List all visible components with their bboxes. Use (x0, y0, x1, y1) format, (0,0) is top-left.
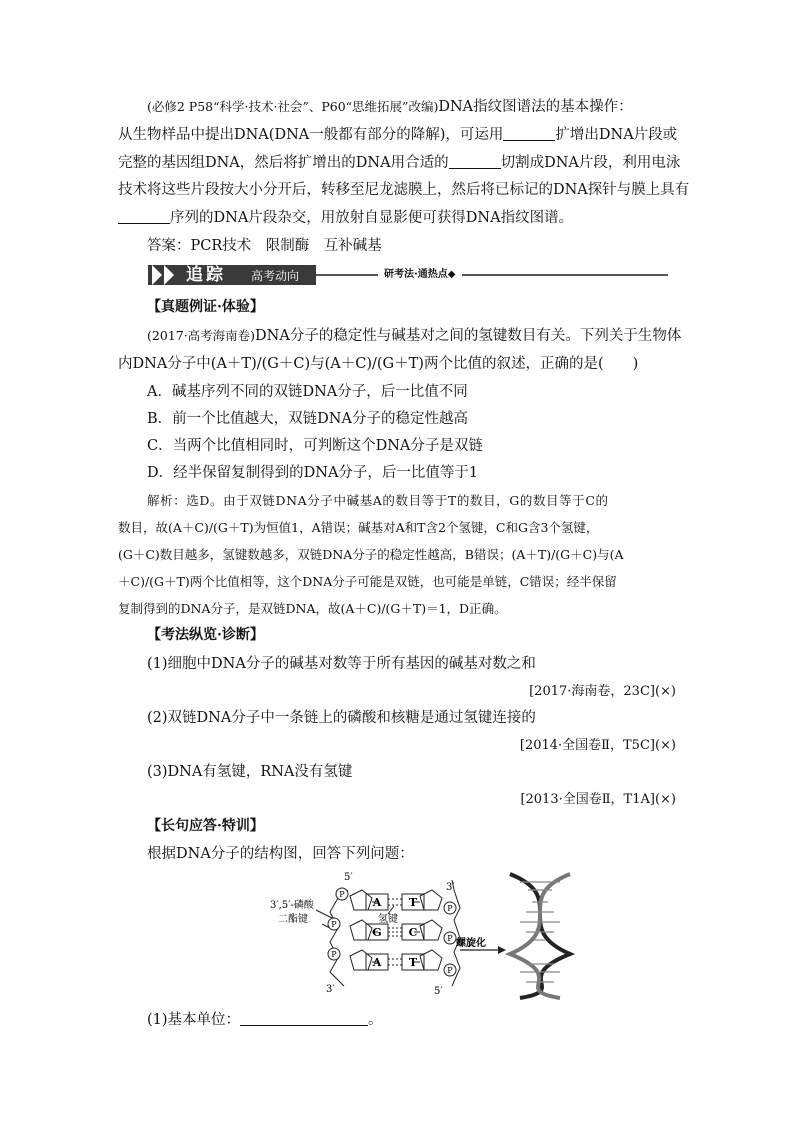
changju-prompt: 根据DNA分子的结构图，回答下列问题： (147, 846, 414, 862)
phosphodiester-label-2: 二酯键 (278, 914, 308, 925)
question-text-1: DNA分子的稳定性与碱基对之间的氢键数目有关。下列关于生物体 (255, 328, 682, 344)
question-1-label: (1)基本单位： (147, 1012, 241, 1028)
option-a: A．碱基序列不同的双链DNA分子，后一比值不同 (147, 384, 468, 400)
blank-2 (449, 154, 501, 169)
question-1 (147, 1006, 707, 1034)
intro-line1-rest: DNA指纹图谱法的基本操作： (438, 99, 633, 115)
option-b: B．前一个比值越大，双链DNA分子的稳定性越高 (147, 411, 468, 427)
jiexi-line-4: ＋C)/(G＋T)两个比值相等，这个DNA分子可能是双链，也可能是单链，C错误；经半保留 (118, 574, 617, 589)
phosphate-label: P (331, 950, 337, 959)
kaofa-ref-3: [2013·全国卷Ⅱ，T1A](×) (520, 792, 676, 807)
label-5prime-top: 5′ (344, 872, 353, 883)
kaofa-item-3: (3)DNA有氢键，RNA没有氢键 (147, 764, 353, 780)
kaofa-ref-1: [2017·海南卷，23C](×) (529, 684, 676, 699)
label-3prime-bottom: 3′ (326, 984, 335, 995)
base-right-2: C (408, 926, 418, 939)
question-line-1 (147, 322, 707, 350)
jiexi-line-2: 数目，故(A＋C)/(G＋T)为恒值1，A错误；碱基对A和T含2个氢键，C和G含3个氢键， (118, 520, 599, 535)
intro-source: (必修2 P58“科学·技术·社会”、P60“思维拓展”改编) (147, 99, 439, 114)
jiexi-line-1: 解析：选D。由于双链DNA分子中碱基A的数目等于T的数目，G的数目等于C的 (147, 493, 609, 508)
kaofa-heading: 【考法纵览·诊断】 (147, 627, 264, 643)
question-source: (2017·高考海南卷) (147, 328, 256, 343)
answer-line: 答案：PCR技术 限制酶 互补碱基 (147, 238, 382, 254)
question-1-end: 。 (368, 1012, 383, 1028)
kaofa-item-2: (2)双链DNA分子中一条链上的磷酸和核糖是通过氢键连接的 (147, 710, 536, 726)
banner-chevron-icon (164, 265, 174, 285)
section-banner (148, 263, 668, 287)
intro-line-3 (118, 149, 681, 177)
phosphodiester-label-1: 3′,5′-磷酸 (270, 900, 314, 911)
base-left-1: A (372, 896, 382, 909)
blank-answer-1 (240, 1011, 368, 1026)
jiexi-line-5: 复制得到的DNA分子，是双链DNA，故(A＋C)/(G＋T)＝1，D正确。 (118, 601, 507, 616)
question-line-2: 内DNA分子中(A＋T)/(G＋C)与(A＋C)/(G＋T)两个比值的叙述，正确的是( ) (118, 356, 639, 372)
banner-chevron-icon (152, 265, 162, 285)
kaofa-item-1: (1)细胞中DNA分子的碱基对数等于所有基因的碱基对数之和 (147, 656, 536, 672)
changju-heading: 【长句应答·特训】 (147, 818, 264, 834)
banner-subtitle: 高考动向 (251, 269, 300, 283)
banner-rule (316, 274, 668, 276)
base-left-2: G (372, 926, 382, 939)
helix-label: 螺旋化 (456, 938, 486, 949)
blank-1 (503, 126, 555, 141)
intro-line-1 (147, 93, 707, 121)
double-helix-icon (510, 874, 570, 998)
intro-line3a: 完整的基因组DNA，然后将扩增出的DNA用合适的 (118, 155, 449, 171)
intro-line-2 (118, 121, 678, 149)
arrow-head-icon (498, 946, 506, 954)
intro-line5b: 序列的DNA片段杂交，用放射自显影便可获得DNA指纹图谱。 (170, 210, 574, 226)
intro-line-4: 技术将这些片段按大小分开后，转移至尼龙滤膜上，然后将已标记的DNA探针与膜上具有 (118, 182, 690, 198)
banner-title: 追踪 (186, 265, 226, 285)
phosphate-label: P (447, 934, 453, 943)
intro-line2a: 从生物样品中提出DNA(DNA一般都有部分的降解)，可运用 (118, 127, 504, 143)
kaofa-ref-2: [2014·全国卷Ⅱ，T5C](×) (519, 738, 676, 753)
option-d: D．经半保留复制得到的DNA分子，后一比值等于1 (147, 465, 479, 481)
label-3prime-top: 3′ (446, 882, 455, 893)
phosphate-label: P (447, 904, 453, 913)
label-5prime-bottom: 5′ (434, 986, 443, 997)
phosphate-label: P (331, 920, 337, 929)
blank-3 (118, 209, 170, 224)
base-left-3: A (372, 956, 382, 969)
base-right-3: T (408, 956, 418, 969)
phosphate-label: P (339, 890, 345, 899)
jiexi-line-3: (G＋C)数目越多，氢键数越多，双链DNA分子的稳定性越高，B错误；(A＋T)/(G＋C)与(A (118, 547, 624, 562)
banner-right-label: 研考法·通热点◆ (378, 267, 462, 283)
intro-line3b: 切割成DNA片段，利用电泳 (500, 155, 681, 171)
hydrogen-bond-label: 氢键 (378, 914, 398, 925)
intro-line-5 (118, 204, 678, 232)
zhenti-heading: 【真题例证·体验】 (147, 299, 264, 315)
option-c: C．当两个比值相同时，可判断这个DNA分子是双链 (147, 438, 483, 454)
dna-structure-diagram (270, 868, 580, 1000)
base-right-1: T (408, 896, 418, 909)
phosphate-label: P (447, 966, 453, 975)
intro-line2b: 扩增出DNA片段或 (555, 127, 678, 143)
